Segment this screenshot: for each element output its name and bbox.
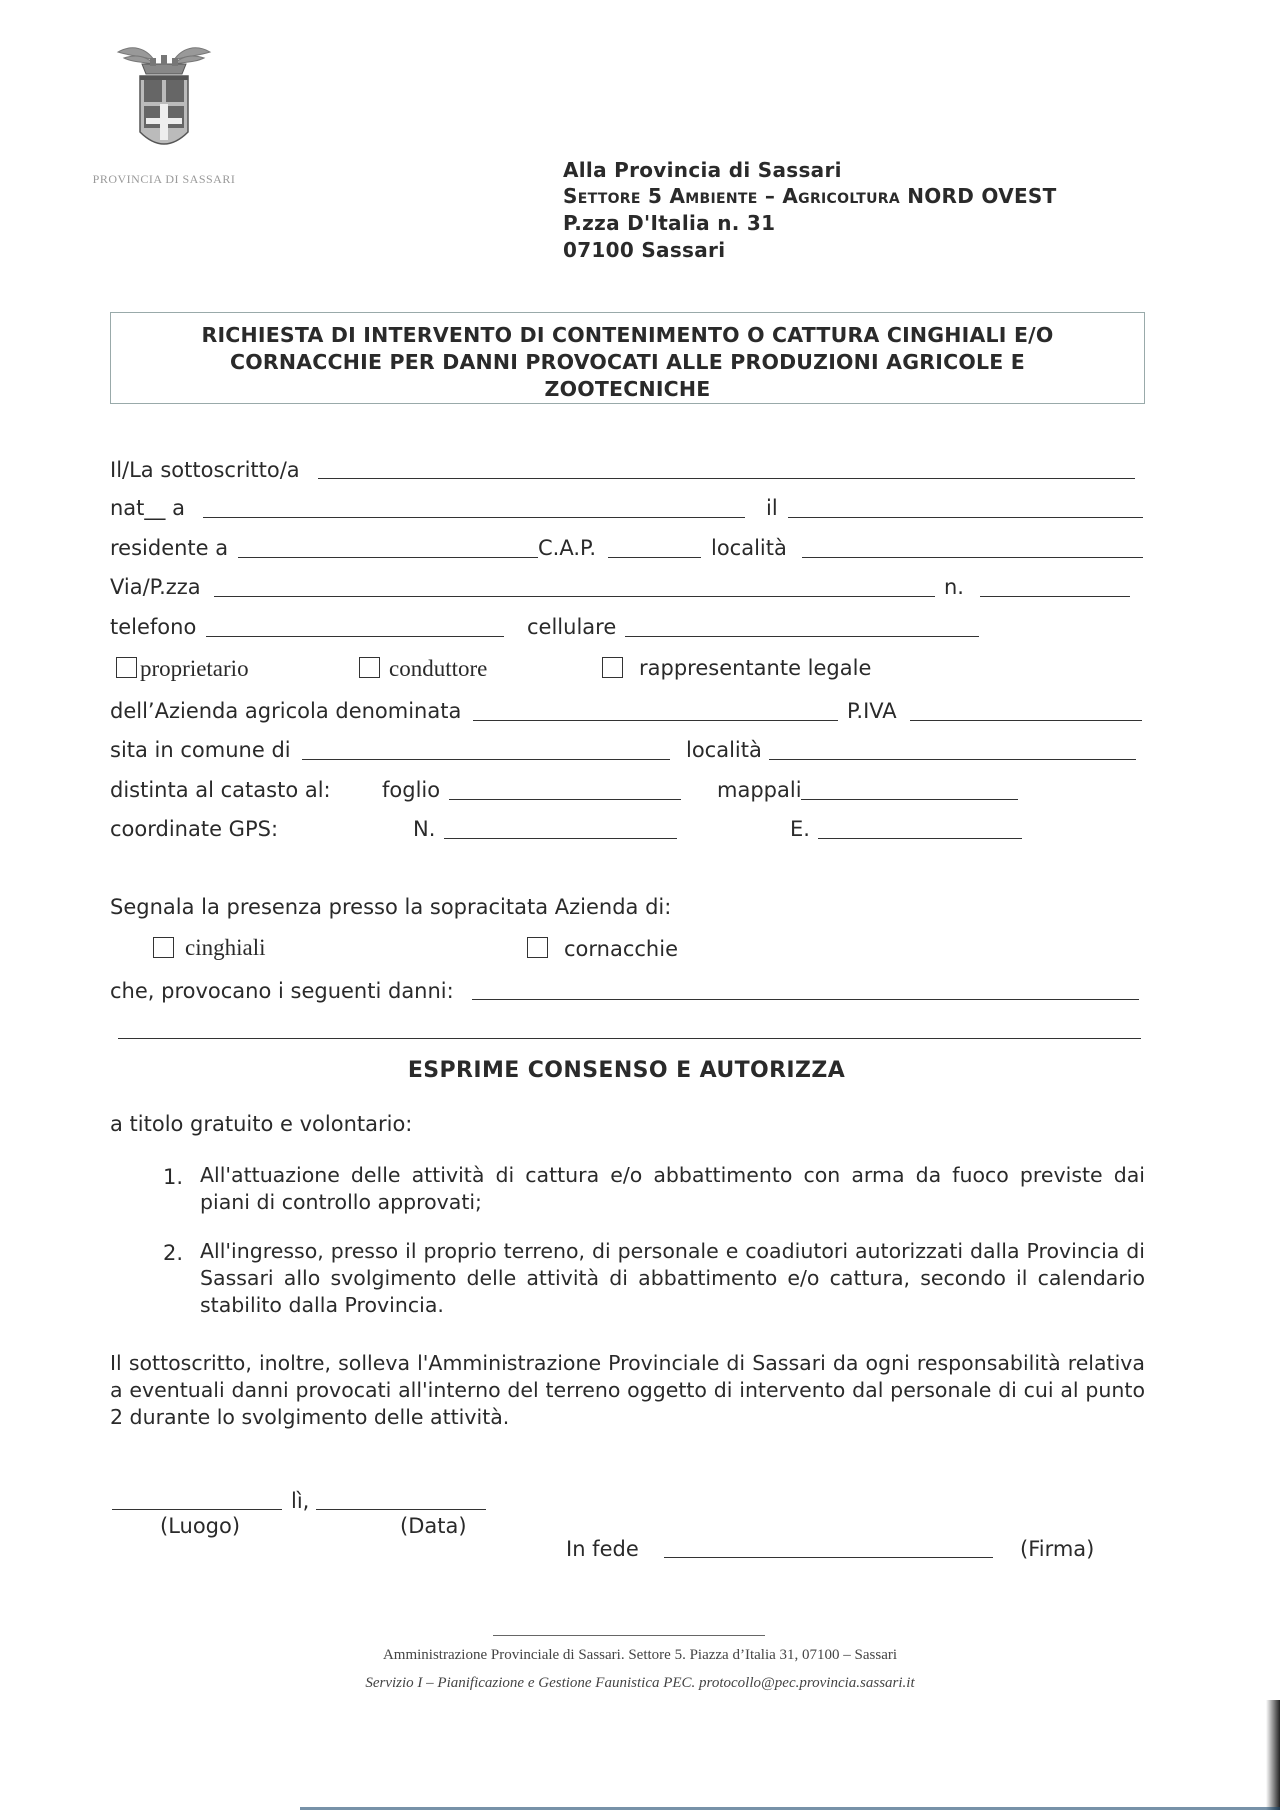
address-line-2: Settore 5 Ambiente – Agricoltura NORD OVEST [563,184,1057,208]
field-data[interactable] [316,1509,486,1510]
caption-firma: (Firma) [1020,1537,1095,1561]
field-cap[interactable] [608,557,701,558]
segnala-text: Segnala la presenza presso la sopracitata Azienda di: [110,895,672,919]
label-nato: nat__ a [110,496,185,520]
field-piva[interactable] [910,720,1142,721]
field-localita[interactable] [802,557,1143,558]
checkbox-proprietario[interactable] [116,657,137,678]
caption-data: (Data) [400,1514,467,1538]
field-residente[interactable] [238,557,538,558]
label-conduttore: conduttore [389,656,488,681]
field-luogo[interactable] [112,1509,282,1510]
address-line-3: P.zza D'Italia n. 31 [563,211,776,235]
waiver-paragraph: Il sottoscritto, inoltre, solleva l'Amministrazione Provinciale di Sassari da ogni responsabilità relativa a eventuali danni provocati all'interno del terreno oggetto di intervento dal personale di cui al punto 2 durante lo svolgimento delle attività. [110,1351,1145,1429]
field-comune[interactable] [302,759,670,760]
label-cap: C.A.P. [538,536,597,560]
label-danni: che, provocano i seguenti danni: [110,979,454,1003]
address-line-4: 07100 Sassari [563,238,726,262]
checkbox-cinghiali[interactable] [153,937,174,958]
checkbox-conduttore[interactable] [359,657,380,678]
label-mappali: mappali [717,778,802,802]
field-luogo-nascita[interactable] [203,517,745,518]
label-li: lì, [291,1489,310,1513]
field-danni[interactable] [472,999,1139,1000]
field-cellulare[interactable] [625,636,979,637]
field-mappali[interactable] [801,799,1018,800]
label-via: Via/P.zza [110,575,201,599]
field-gps-n[interactable] [444,838,677,839]
item-1-number: 1. [163,1165,184,1189]
title-box [110,312,1145,404]
document-title: RICHIESTA DI INTERVENTO DI CONTENIMENTO O CATTURA CINGHIALI E/O CORNACCHIE PER DANNI PROVOCATI ALLE PRODUZIONI AGRICOLE E ZOOTECNICHE [201,323,1054,401]
item-2-number: 2. [163,1241,184,1265]
label-localita: località [711,536,787,560]
label-in-fede: In fede [566,1537,639,1561]
label-gps: coordinate GPS: [110,817,279,841]
label-rappresentante: rappresentante legale [639,656,872,680]
field-data-nascita[interactable] [788,517,1143,518]
field-localita-azienda[interactable] [769,759,1136,760]
field-numero[interactable] [980,596,1130,597]
logo-text: PROVINCIA DI SASSARI [92,172,236,186]
item-2-text: All'ingresso, presso il proprio terreno, di personale e coadiutori autorizzati dalla Provincia di Sassari allo svolgimento delle attività di abbattimento e/o cattura, secondo il calendario stabilito dalla Provincia. [200,1239,1145,1317]
label-foglio: foglio [382,778,441,802]
caption-luogo: (Luogo) [160,1514,241,1538]
footer-address: Amministrazione Provinciale di Sassari. Settore 5. Piazza d’Italia 31, 07100 – Sassari [382,1647,898,1663]
scan-edge-shadow [1266,1700,1280,1810]
label-comune: sita in comune di [110,738,291,762]
label-proprietario: proprietario [140,656,249,681]
field-danni-line-2[interactable] [118,1038,1141,1039]
field-via[interactable] [214,596,935,597]
label-piva: P.IVA [847,699,897,723]
label-gps-n: N. [413,817,436,841]
footer-divider [493,1635,765,1636]
label-sottoscritto: Il/La sottoscritto/a [110,458,300,482]
label-cinghiali: cinghiali [185,935,266,960]
label-localita-azienda: località [686,738,762,762]
label-numero: n. [944,575,964,599]
consent-intro: a titolo gratuito e volontario: [110,1112,413,1136]
consent-heading: ESPRIME CONSENSO E AUTORIZZA [407,1058,846,1083]
province-logo [84,40,244,200]
label-azienda: dell’Azienda agricola denominata [110,699,462,723]
field-gps-e[interactable] [818,838,1022,839]
label-cornacchie: cornacchie [564,937,678,961]
label-cellulare: cellulare [527,615,617,639]
label-gps-e: E. [790,817,810,841]
field-sottoscritto[interactable] [318,478,1135,479]
address-line-1: Alla Provincia di Sassari [563,158,842,182]
label-residente: residente a [110,536,229,560]
label-telefono: telefono [110,615,197,639]
field-foglio[interactable] [449,799,681,800]
field-azienda[interactable] [473,720,838,721]
coat-of-arms-icon [84,40,244,170]
item-1-text: All'attuazione delle attività di cattura e/o abbattimento con arma da fuoco previste dai piani di controllo approvati; [200,1163,1145,1214]
footer-service: Servizio I – Pianificazione e Gestione Faunistica PEC. protocollo@pec.provincia.sassari.it [365,1675,915,1691]
checkbox-rappresentante[interactable] [602,657,623,678]
field-firma[interactable] [664,1557,993,1558]
label-il: il [766,496,778,520]
field-telefono[interactable] [206,636,504,637]
checkbox-cornacchie[interactable] [527,937,548,958]
label-catasto: distinta al catasto al: [110,778,331,802]
